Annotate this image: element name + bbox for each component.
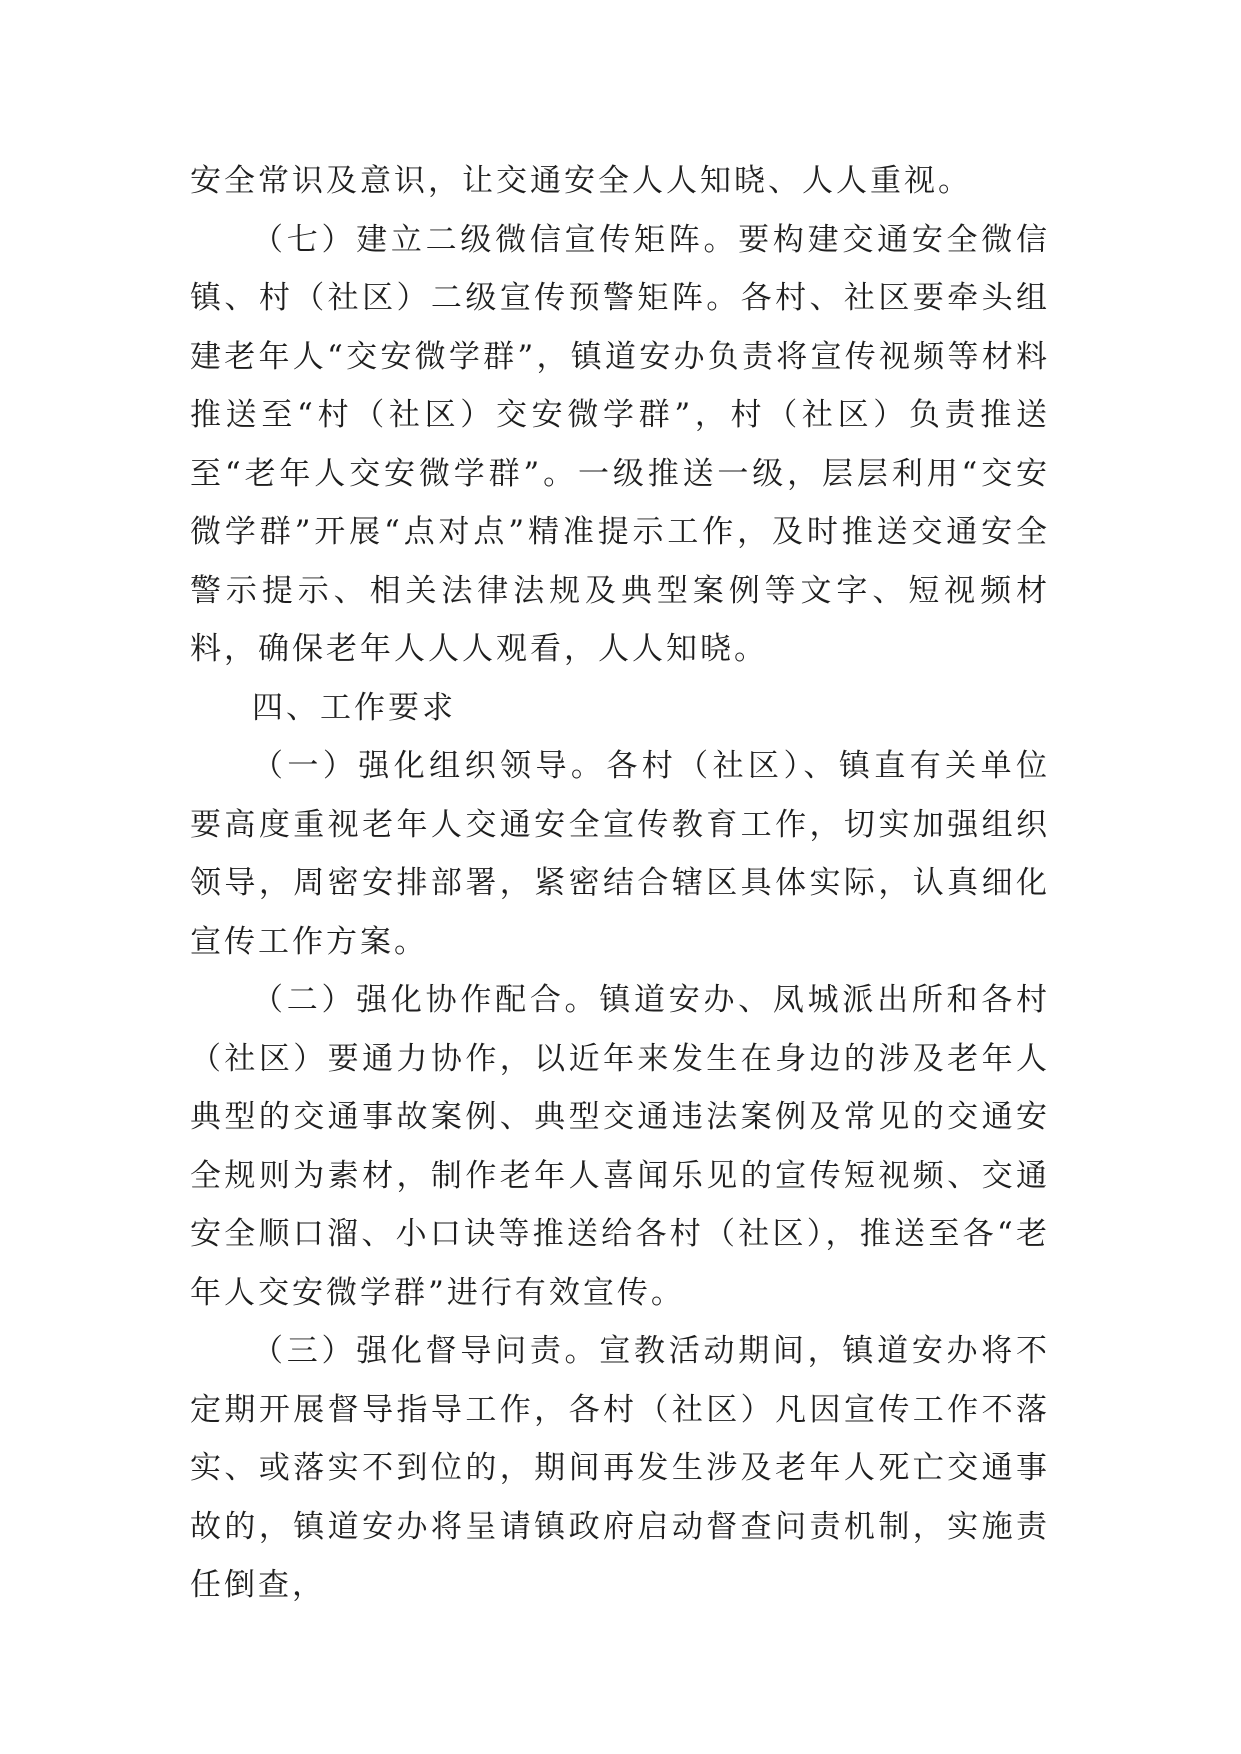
paragraph-organization-leadership: （一）强化组织领导。各村（社区）、镇直有关单位要高度重视老年人交通安全宣传教育工作，切实加强组织领导，周密安排部署，紧密结合辖区具体实际，认真细化宣传工作方案。	[190, 748, 1050, 960]
document-body	[190, 152, 1050, 1615]
paragraph-continuation: 安全常识及意识，让交通安全人人知晓、人人重视。	[190, 163, 972, 199]
paragraph-wechat-matrix: （七）建立二级微信宣传矩阵。要构建交通安全微信镇、村（社区）二级宣传预警矩阵。各村、社区要牵头组建老年人“交安微学群”，镇道安办负责将宣传视频等材料推送至“村（社区）交安微学群”，村（社区）负责推送至“老年人交安微学群”。一级推送一级，层层利用“交安微学群”开展“点对点”精准提示工作，及时推送交通安全警示提示、相关法律法规及典型案例等文字、短视频材料，确保老年人人人观看，人人知晓。	[190, 221, 1050, 667]
paragraph-supervision-accountability: （三）强化督导问责。宣教活动期间，镇道安办将不定期开展督导指导工作，各村（社区）凡因宣传工作不落实、或落实不到位的，期间再发生涉及老年人死亡交通事故的，镇道安办将呈请镇政府启动督查问责机制，实施责任倒查，	[190, 1333, 1050, 1603]
section-heading-work-requirements: 四、工作要求	[252, 689, 456, 726]
paragraph-cooperation: （二）强化协作配合。镇道安办、凤城派出所和各村（社区）要通力协作，以近年来发生在身边的涉及老年人典型的交通事故案例、典型交通违法案例及常见的交通安全规则为素材，制作老年人喜闻乐见的宣传短视频、交通安全顺口溜、小口诀等推送给各村（社区），推送至各“老年人交安微学群”进行有效宣传。	[190, 982, 1050, 1311]
